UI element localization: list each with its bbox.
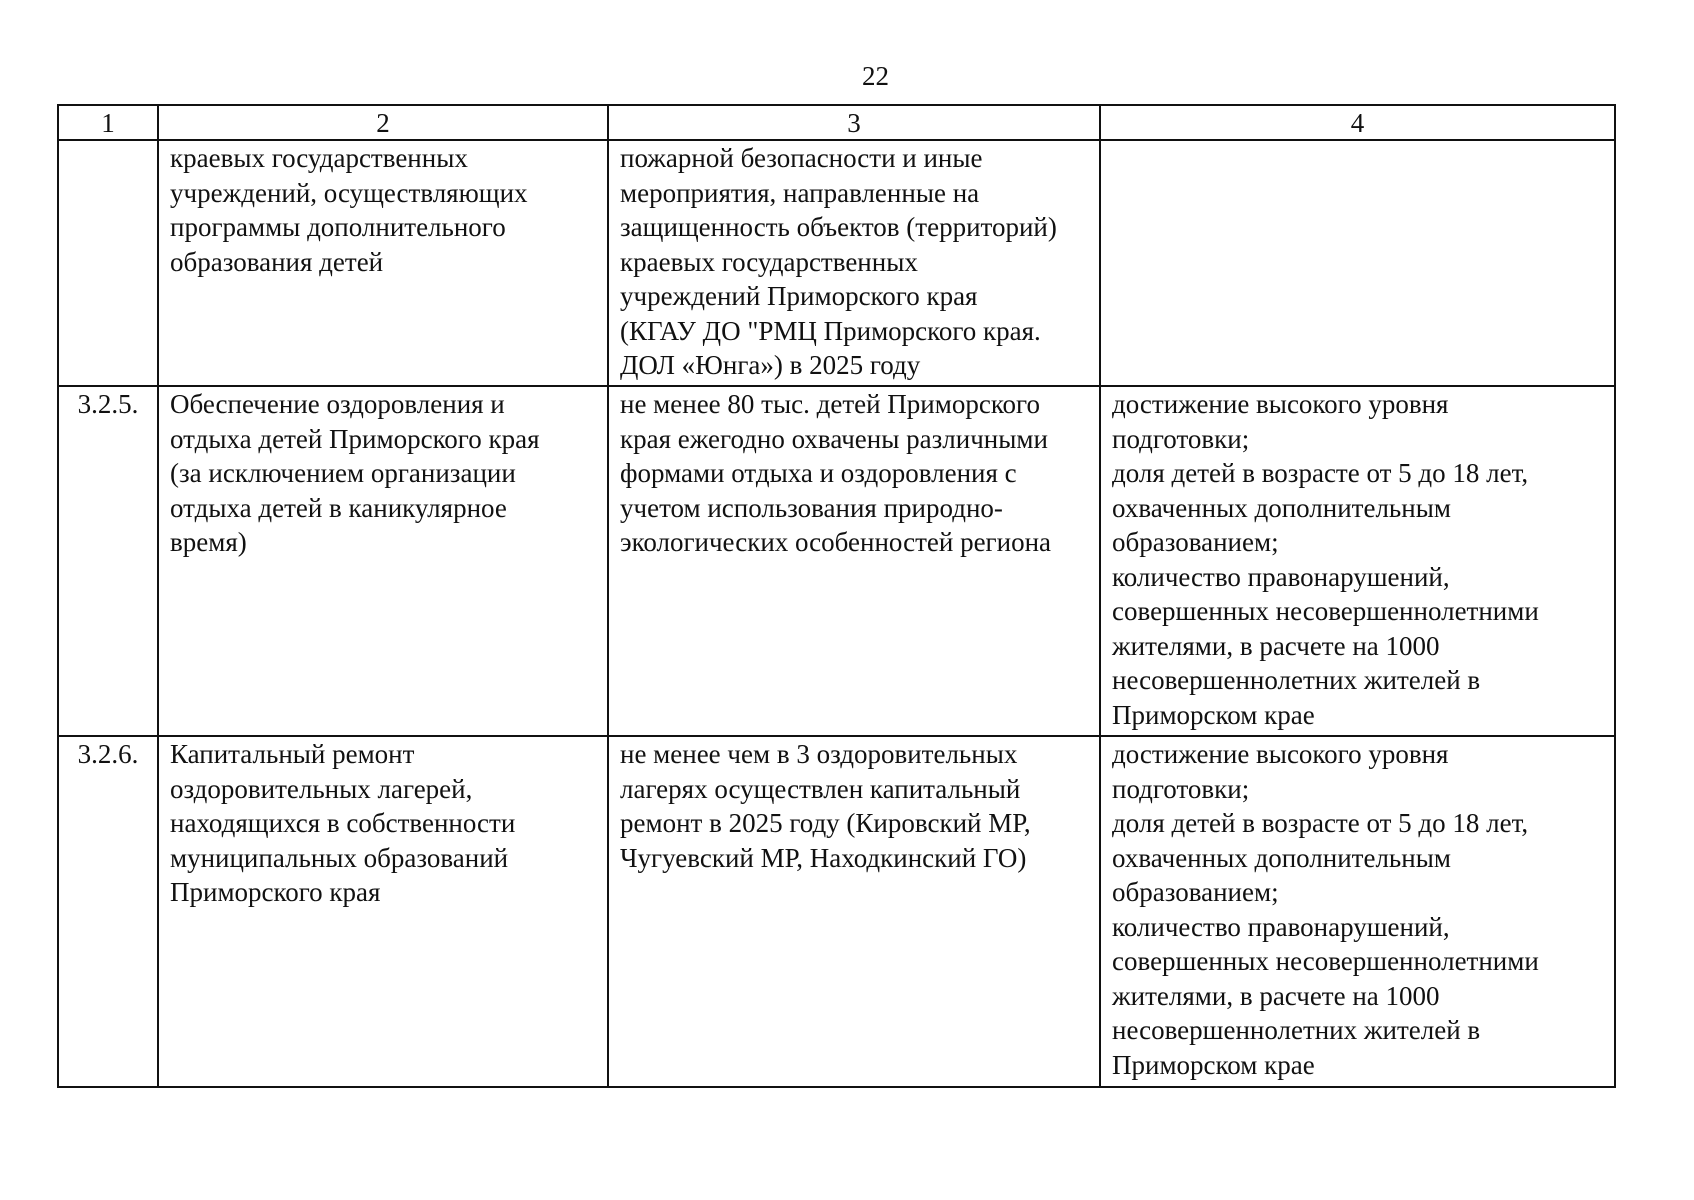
expected-result-cell [608,386,1100,736]
cell-text-line: защищенность объектов (территорий) [620,212,1057,242]
page-number: 22 [862,61,889,91]
measure-name-cell [158,736,608,1087]
cell-text-line: учреждений, осуществляющих [170,177,528,208]
cell-text-line: время) [170,527,247,557]
cell-text-line: пожарной безопасности и иные [620,143,983,173]
cell-text-line: охваченных дополнительным [1112,842,1451,873]
cell-text-line: количество правонарушений, [1112,561,1450,592]
cell-text-line: доля детей в возрасте от 5 до 18 лет, [1112,458,1529,488]
row-number [58,140,158,386]
cell-text-line: программы дополнительного [170,212,506,242]
expected-result-cell [608,140,1100,386]
cell-text-line: края ежегодно охвачены различными [620,423,1048,454]
column-header-3: 3 [608,105,1100,140]
cell-text-line: Чугуевский МР, Находкинский ГО) [620,842,1027,873]
cell-text-line: подготовки; [1112,773,1250,804]
cell-text-line: Приморского края [170,877,381,907]
cell-text-line: оздоровительных лагерей, [170,773,473,804]
cell-text-line: доля детей в возрасте от 5 до 18 лет, [1112,808,1529,838]
cell-text-line: мероприятия, направленные на [620,177,980,208]
cell-text-line: ремонт в 2025 году (Кировский МР, [620,808,1031,838]
cell-text-line: не менее чем в 3 оздоровительных [620,739,1018,769]
table-header-row [58,105,1615,140]
cell-text-line: находящихся в собственности [170,808,516,838]
measure-name-cell [158,386,608,736]
column-header-4: 4 [1100,105,1615,140]
expected-result-cell [608,736,1100,1087]
indicator-link-cell [1100,386,1615,736]
indicator-link-cell [1100,736,1615,1087]
cell-text-line: учреждений Приморского края [620,281,978,311]
cell-text-line: муниципальных образований [170,842,509,873]
cell-text-line: Обеспечение оздоровления и [170,389,505,419]
cell-text-line: совершенных несовершеннолетними [1112,946,1539,976]
cell-text-line: ДОЛ «Юнга») в 2025 году [620,350,921,380]
cell-text-line: Приморском крае [1112,1049,1315,1080]
cell-text-line: Приморском крае [1112,699,1315,730]
cell-text-line: не менее 80 тыс. детей Приморского [620,389,1040,419]
cell-text-line: Капитальный ремонт [170,739,415,769]
cell-text-line: охваченных дополнительным [1112,492,1451,523]
cell-text-line: (за исключением организации [170,458,516,488]
cell-text-line: достижение высокого уровня [1112,389,1449,419]
table-row-continuation [58,140,1615,386]
cell-text-line: образованием; [1112,877,1279,907]
cell-text-line: краевых государственных [170,143,468,173]
cell-text-line: образованием; [1112,527,1279,557]
table-row-3-2-5 [58,386,1615,736]
cell-text-line: отдыха детей Приморского края [170,423,540,454]
measure-name-cell [158,140,608,386]
cell-text-line: образования детей [170,246,384,277]
cell-text-line: подготовки; [1112,423,1250,454]
cell-text-line: несовершеннолетних жителей в [1112,1015,1481,1045]
cell-text-line: лагерях осуществлен капитальный [620,773,1021,804]
cell-text-line: несовершеннолетних жителей в [1112,665,1481,695]
table-row-3-2-6 [58,736,1615,1087]
cell-text-line: (КГАУ ДО "РМЦ Приморского края. [620,315,1041,346]
cell-text-line: жителями, в расчете на 1000 [1112,630,1440,661]
cell-text-line: жителями, в расчете на 1000 [1112,980,1440,1011]
row-number: 3.2.6. [58,736,158,1087]
cell-text-line: учетом использования природно- [620,492,1003,523]
cell-text-line: экологических особенностей региона [620,527,1052,557]
column-header-2: 2 [158,105,608,140]
cell-text-line: формами отдыха и оздоровления с [620,458,1017,488]
measures-table [57,104,1616,1088]
cell-text-line: количество правонарушений, [1112,911,1450,942]
column-header-1: 1 [58,105,158,140]
cell-text-line: отдыха детей в каникулярное [170,492,507,523]
row-number: 3.2.5. [58,386,158,736]
cell-text-line: совершенных несовершеннолетними [1112,596,1539,626]
indicator-link-cell [1100,140,1615,386]
cell-text-line: краевых государственных [620,246,918,277]
cell-text-line: достижение высокого уровня [1112,739,1449,769]
